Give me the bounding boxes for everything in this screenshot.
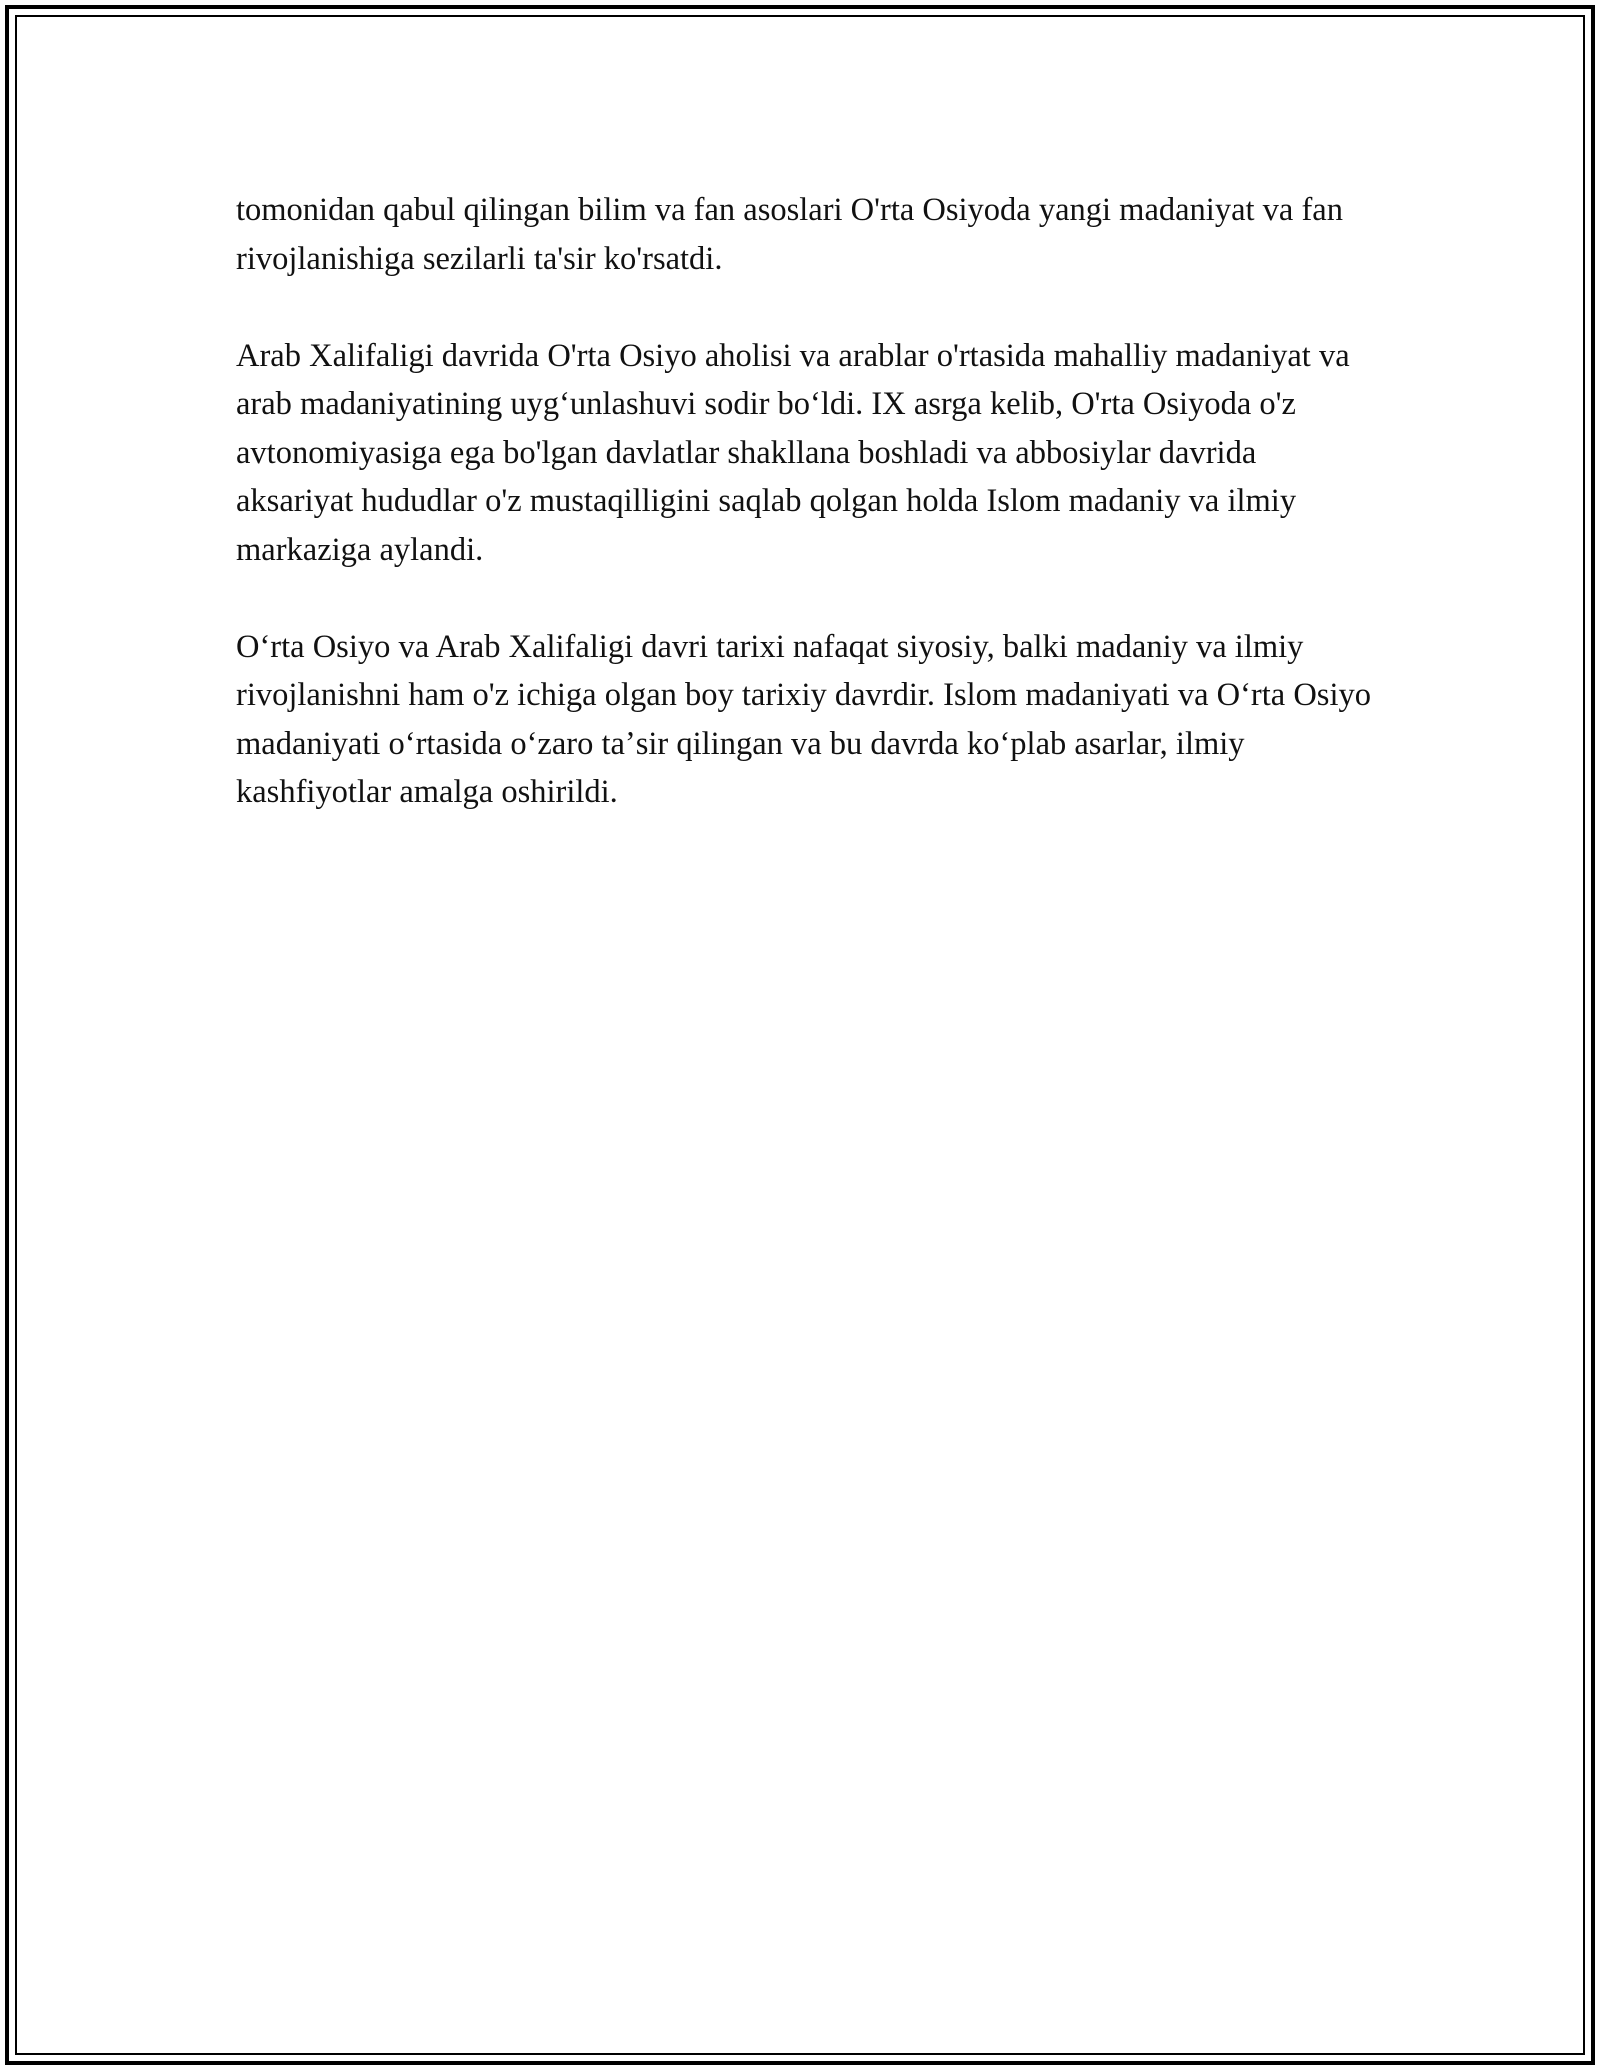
paragraph-1: tomonidan qabul qilingan bilim va fan asoslari O'rta Osiyoda yangi madaniyat va fan rivojlanishiga sezilarli ta'sir ko'rsatdi. <box>236 192 1343 277</box>
document-body <box>236 186 1376 817</box>
paragraph-2: Arab Xalifaligi davrida O'rta Osiyo aholisi va arablar o'rtasida mahalliy madaniyat va arab madaniyatining uygʻunlashuvi sodir boʻldi. IX asrga kelib, O'rta Osiyoda o'z avtonomiyasiga ega bo'lgan davlatlar shakllana boshladi va abbosiylar davrida aksariyat hududlar o'z mustaqilligini saqlab qolgan holda Islom madaniy va ilmiy markaziga aylandi. <box>236 337 1350 568</box>
paragraph-3: Oʻrta Osiyo va Arab Xalifaligi davri tarixi nafaqat siyosiy, balki madaniy va ilmiy rivojlanishni ham o'z ichiga olgan boy tarixiy davrdir. Islom madaniyati va Oʻrta Osiyo madaniyati oʻrtasida oʻzaro taʼsir qilingan va bu davrda koʻplab asarlar, ilmiy kashfiyotlar amalga oshirildi. <box>236 628 1371 810</box>
